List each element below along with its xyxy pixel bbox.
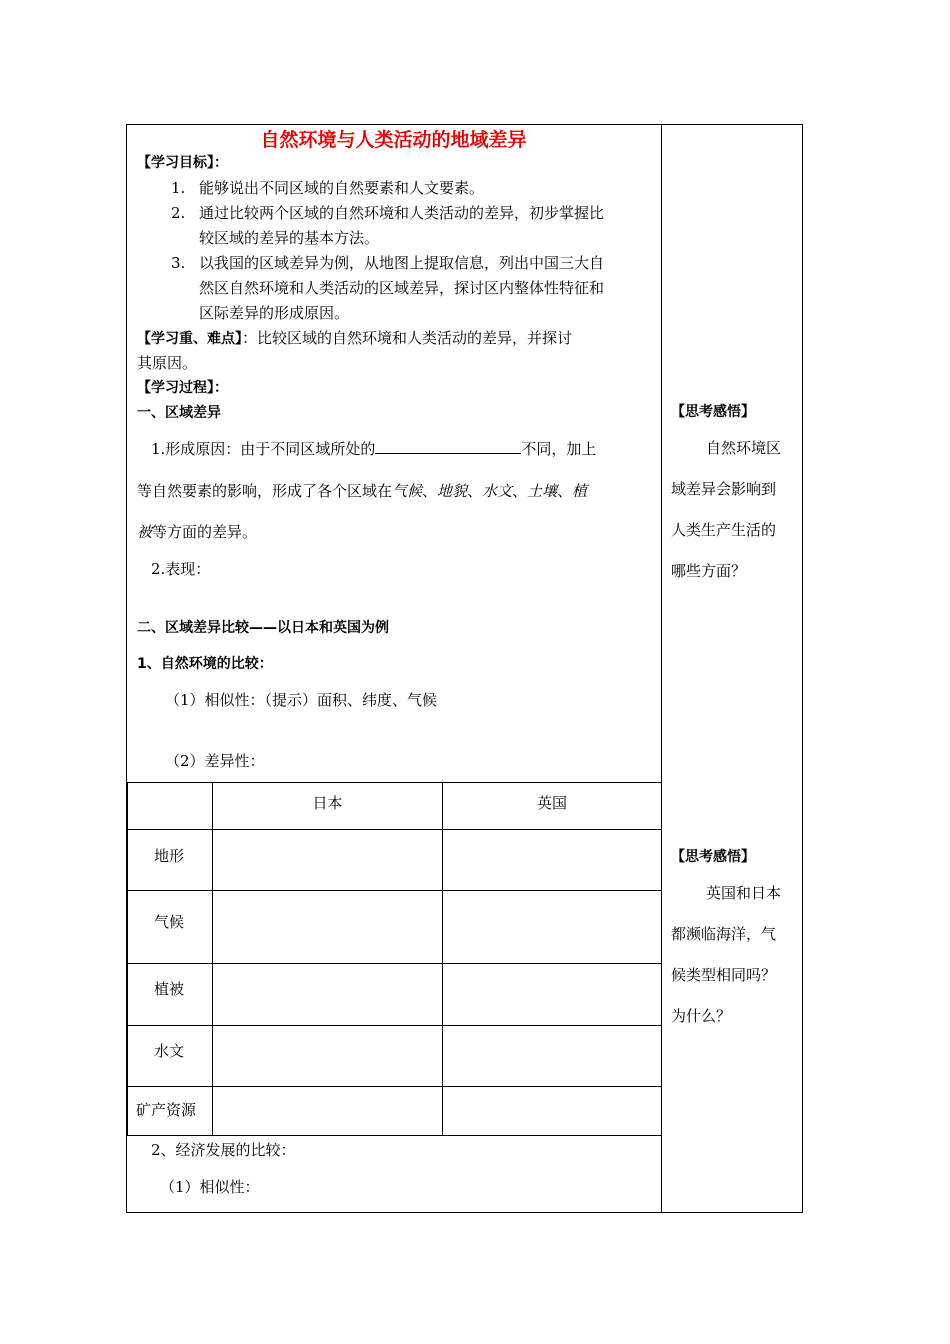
objective-2-line1: 通过比较两个区域的自然环境和人类活动的差异，初步掌握比 <box>199 204 605 222</box>
key-points-heading: 【学习重、难点】 <box>137 331 242 347</box>
separator: 、 <box>557 482 573 500</box>
cell-japan-climate[interactable] <box>213 891 443 964</box>
cause-suffix: 不同，加上 <box>521 440 597 458</box>
section1-item1-line3 <box>137 522 257 542</box>
objective-2-line2: 较区域的差异的基本方法。 <box>199 229 380 247</box>
row-label-climate: 气候 <box>128 891 213 964</box>
cell-uk-vegetation[interactable] <box>443 964 662 1026</box>
table-row <box>128 891 662 964</box>
section1-item2: 2.表现： <box>151 560 211 578</box>
note2-heading: 【思考感悟】 <box>671 849 755 865</box>
term-hydrology: 水文 <box>482 482 513 500</box>
separator: 、 <box>467 482 483 500</box>
difference-line: （2）差异性： <box>165 752 265 770</box>
note1-line3: 人类生产生活的 <box>671 521 777 539</box>
cell-japan-landform[interactable] <box>213 830 443 891</box>
similarity-line: （1）相似性：（提示）面积、纬度、气候 <box>165 691 438 709</box>
objective-3-line1: 以我国的区域差异为例，从地图上提取信息，列出中国三大自 <box>199 254 605 272</box>
term-landform: 地貌 <box>437 482 468 500</box>
comparison-table <box>127 782 662 1136</box>
objective-3-line3: 区际差异的形成原因。 <box>199 304 350 322</box>
section2-sub2-similarity: （1）相似性： <box>160 1178 260 1196</box>
objectives-heading: 【学习目标】： <box>137 155 228 171</box>
section1-item1-line1 <box>151 439 596 459</box>
cell-japan-hydrology[interactable] <box>213 1026 443 1087</box>
section2-heading: 二、区域差异比较——以日本和英国为例 <box>137 620 389 636</box>
cell-uk-minerals[interactable] <box>443 1087 662 1136</box>
key-points-text: ：比较区域的自然环境和人类活动的差异，并探讨 <box>242 329 573 347</box>
note2-line4: 为什么？ <box>671 1007 732 1025</box>
separator: 、 <box>512 482 528 500</box>
process-heading: 【学习过程】： <box>137 380 228 396</box>
fill-blank[interactable] <box>375 439 521 454</box>
cell-japan-minerals[interactable] <box>213 1087 443 1136</box>
section1-item1-line2 <box>137 481 587 501</box>
cell-uk-landform[interactable] <box>443 830 662 891</box>
table-header-blank <box>128 783 213 830</box>
objective-1-num: 1. <box>171 179 186 197</box>
table-row <box>128 1026 662 1087</box>
row-label-hydrology: 水文 <box>128 1026 213 1087</box>
cause-prefix: 1.形成原因：由于不同区域所处的 <box>151 440 376 458</box>
table-header-japan: 日本 <box>213 783 443 830</box>
table-row <box>128 964 662 1026</box>
cell-uk-hydrology[interactable] <box>443 1026 662 1087</box>
cell-uk-climate[interactable] <box>443 891 662 964</box>
table-header-uk: 英国 <box>443 783 662 830</box>
note1-line1: 自然环境区 <box>706 439 782 457</box>
objective-3-num: 3. <box>171 254 186 272</box>
note2-line2: 都濒临海洋，气 <box>671 925 777 943</box>
section2-sub2: 2、经济发展的比较： <box>151 1141 296 1159</box>
cause-line2-text: 等自然要素的影响，形成了各个区域在 <box>137 482 393 500</box>
separator: 、 <box>422 482 438 500</box>
row-label-landform: 地形 <box>128 830 213 891</box>
section1-heading: 一、区域差异 <box>137 405 221 421</box>
term-climate: 气候 <box>392 482 423 500</box>
cause-line3-text: 等方面的差异。 <box>152 523 258 541</box>
term-soil: 土壤 <box>527 482 558 500</box>
note2-line3: 候类型相同吗？ <box>671 966 777 984</box>
table-row <box>128 1087 662 1136</box>
term-vegetation-part2: 被 <box>137 523 153 541</box>
key-points-line1 <box>137 328 572 349</box>
note1-heading: 【思考感悟】 <box>671 404 755 420</box>
row-label-minerals: 矿产资源 <box>128 1087 213 1136</box>
row-label-vegetation: 植被 <box>128 964 213 1026</box>
objective-1-text: 能够说出不同区域的自然要素和人文要素。 <box>199 179 485 197</box>
cell-japan-vegetation[interactable] <box>213 964 443 1026</box>
table-row <box>128 830 662 891</box>
note2-line1: 英国和日本 <box>706 884 782 902</box>
term-vegetation-part1: 植 <box>572 482 588 500</box>
objective-2-num: 2. <box>171 204 186 222</box>
table-header-row <box>128 783 662 830</box>
note1-line4: 哪些方面？ <box>671 562 747 580</box>
note1-line2: 域差异会影响到 <box>671 480 777 498</box>
objective-3-line2: 然区自然环境和人类活动的区域差异，探讨区内整体性特征和 <box>199 279 605 297</box>
key-points-line2: 其原因。 <box>137 354 198 372</box>
section2-sub1: 1、自然环境的比较： <box>137 656 273 672</box>
page-title: 自然环境与人类活动的地域差异 <box>260 129 527 151</box>
